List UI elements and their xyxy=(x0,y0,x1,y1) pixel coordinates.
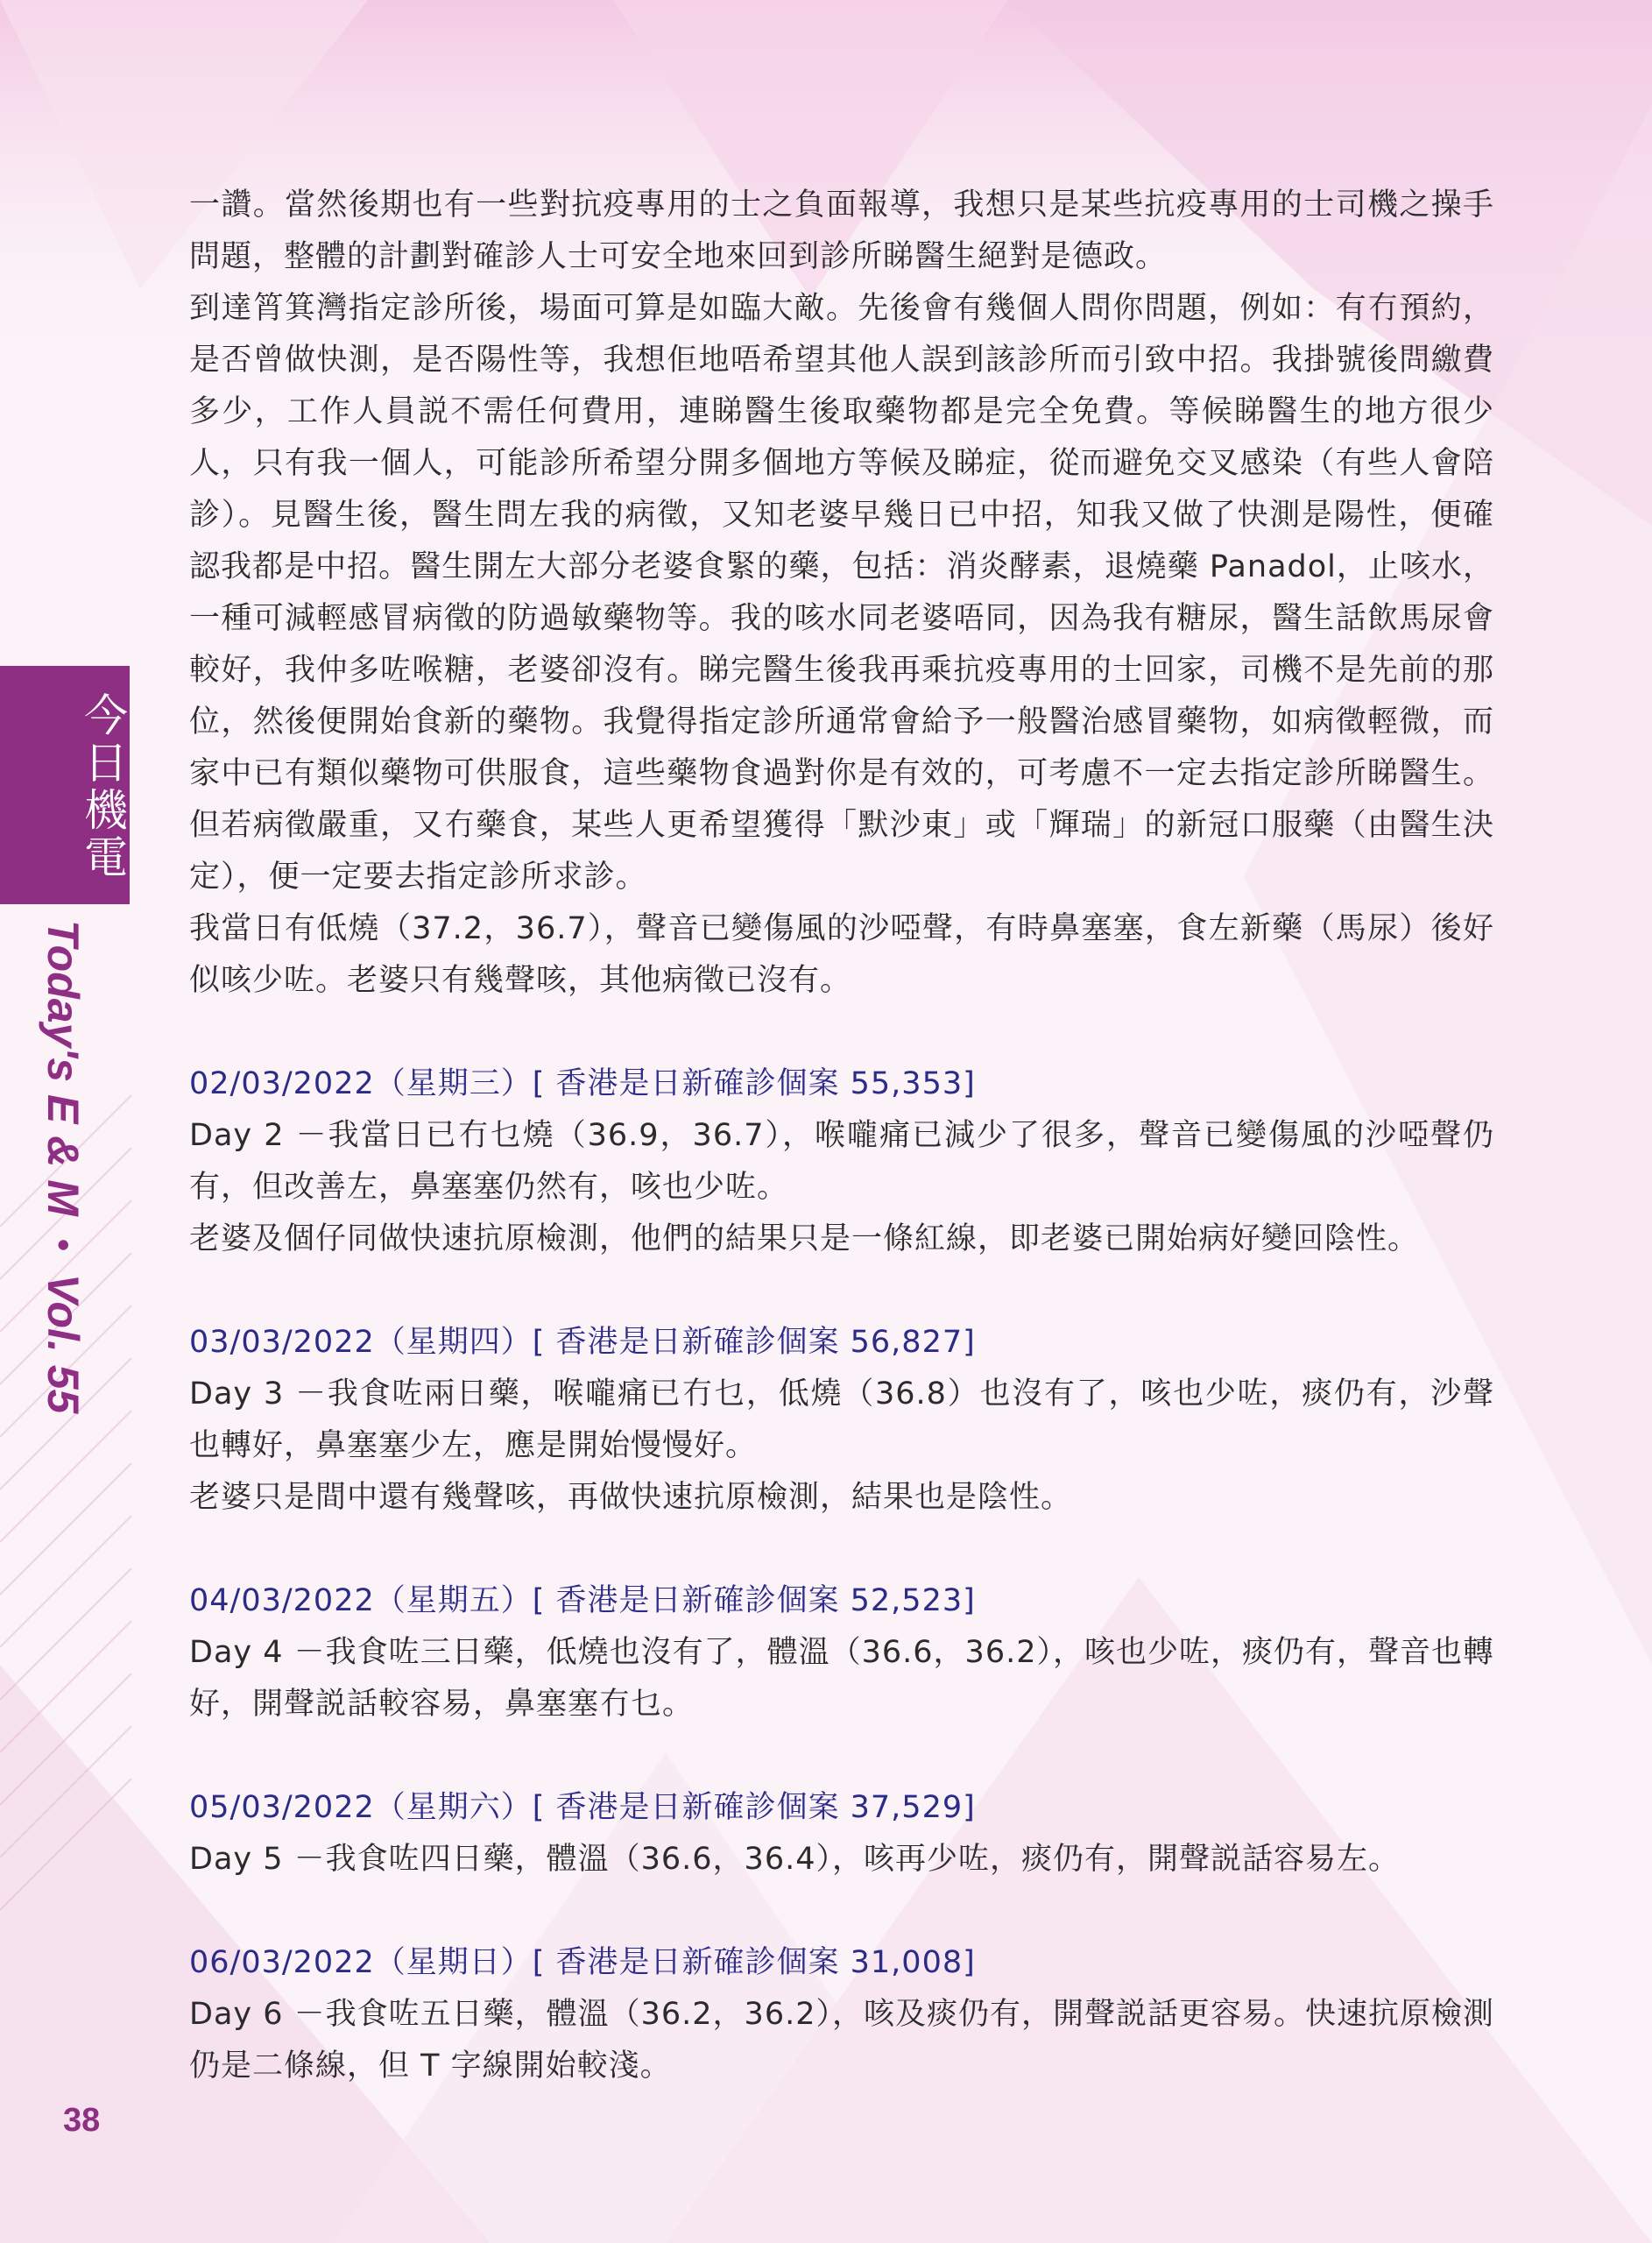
paragraph: 一讚。當然後期也有一些對抗疫專用的士之負面報導，我想只是某些抗疫專用的士司機之操手問題，整體的計劃對確診人士可安全地來回到診所睇醫生絕對是德政。 xyxy=(189,188,1494,274)
paragraph: Day 4 －我食咗三日藥，低燒也沒有了，體溫（36.6，36.2），咳也少咗，痰仍有，聲音也轉好，開聲説話較容易，鼻塞塞冇乜。 xyxy=(189,1635,1494,1722)
article-body xyxy=(189,180,1494,2092)
spacer xyxy=(189,1524,1494,1575)
page-number: 38 xyxy=(63,2102,101,2139)
entry-date-heading: 02/03/2022（星期三）[ 香港是日新確診個案 55,353] xyxy=(189,1066,976,1101)
paragraph: 我當日有低燒（37.2，36.7），聲音已變傷風的沙啞聲，有時鼻塞塞，食左新藥（馬尿）後好似咳少咗。老婆只有幾聲咳，其他病徵已沒有。 xyxy=(189,911,1494,998)
spacer xyxy=(189,1007,1494,1058)
bullet-separator: • xyxy=(44,1238,82,1251)
paragraph: Day 6 －我食咗五日藥，體溫（36.2，36.2），咳及痰仍有，開聲説話更容易。快速抗原檢測仍是二條線，但 T 字線開始較淺。 xyxy=(189,1997,1494,2084)
magazine-subtitle: Today's E & M xyxy=(39,920,88,1216)
paragraph: Day 3 －我食咗兩日藥，喉嚨痛已冇乜，低燒（36.8）也沒有了，咳也少咗，痰仍有，沙聲也轉好，鼻塞塞少左，應是開始慢慢好。 xyxy=(189,1376,1494,1463)
spacer xyxy=(189,1265,1494,1317)
magazine-subtitle-vertical xyxy=(35,920,91,1413)
paragraph: 老婆及個仔同做快速抗原檢測，他們的結果只是一條紅線，即老婆已開始病好變回陰性。 xyxy=(189,1221,1420,1256)
spacer xyxy=(189,1886,1494,1937)
entry-date-heading: 03/03/2022（星期四）[ 香港是日新確診個案 56,827] xyxy=(189,1325,976,1360)
paragraph: 到達筲箕灣指定診所後，場面可算是如臨大敵。先後會有幾個人問你問題，例如：有冇預約，是否曾做快測，是否陽性等，我想佢地唔希望其他人誤到該診所而引致中招。我掛號後問繳費多少，工作人員説不需任何費用，連睇醫生後取藥物都是完全免費。等候睇醫生的地方很少人，只有我一個人，可能診所希望分開多個地方等候及睇症，從而避免交叉感染（有些人會陪診）。見醫生後，醫生問左我的病徵，又知老婆早幾日已中招，知我又做了快測是陽性，便確認我都是中招。醫生開左大部分老婆食緊的藥，包括：消炎酵素，退燒藥 Panadol，止咳水，一種可減輕感冒病徵的防過敏藥物等。我的咳水同老婆唔同，因為我有糖尿，醫生話飲馬尿會較好，我仲多咗喉糖，老婆卻沒有。睇完醫生後我再乘抗疫專用的士回家，司機不是先前的那位，然後便開始食新的藥物。我覺得指定診所通常會給予一般醫治感冒藥物，如病徵輕微，而家中已有類似藥物可供服食，這些藥物食過對你是有效的，可考慮不一定去指定診所睇醫生。但若病徵嚴重，又冇藥食，某些人更希望獲得「默沙東」或「輝瑞」的新冠口服藥（由醫生決定），便一定要去指定診所求診。 xyxy=(189,291,1494,895)
entry-date-heading: 04/03/2022（星期五）[ 香港是日新確診個案 52,523] xyxy=(189,1583,976,1618)
spacer xyxy=(189,1730,1494,1782)
entry-date-heading: 05/03/2022（星期六）[ 香港是日新確診個案 37,529] xyxy=(189,1790,976,1825)
entry-date-heading: 06/03/2022（星期日）[ 香港是日新確診個案 31,008] xyxy=(189,1945,976,1980)
paragraph: Day 2 －我當日已冇乜燒（36.9，36.7），喉嚨痛已減少了很多，聲音已變傷風的沙啞聲仍有，但改善左，鼻塞塞仍然有，咳也少咗。 xyxy=(189,1118,1494,1205)
volume-label: Vol. 55 xyxy=(39,1273,88,1414)
paragraph: Day 5 －我食咗四日藥，體溫（36.6，36.4），咳再少咗，痰仍有，開聲説話容易左。 xyxy=(189,1842,1400,1877)
magazine-title: 今日機電 xyxy=(77,692,128,881)
paragraph: 老婆只是間中還有幾聲咳，再做快速抗原檢測，結果也是陰性。 xyxy=(189,1480,1073,1515)
